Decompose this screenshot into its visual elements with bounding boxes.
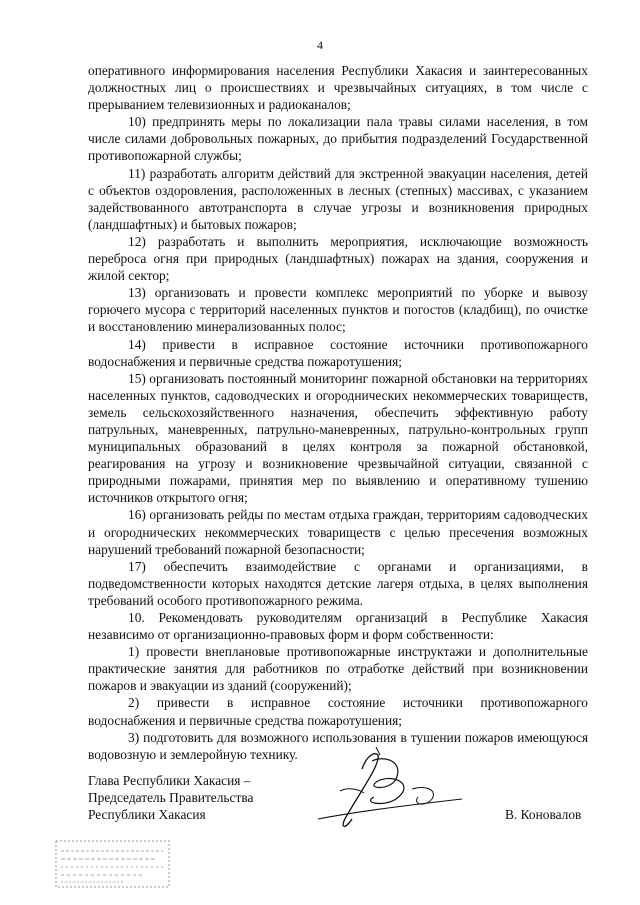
paragraph-item-15: 15) организовать постоянный мониторинг пожарной обстановки на территориях населенных пунктов, садоводческих и огороднических некоммерческих товариществ, земель сельскохозяйственного назначения, обеспечить эффективную работу патрульных, маневренных, патрульно-маневренных, патрульно-контрольных групп муниципальных образований в целях контроля за пожарной обстановкой, реагирования на угрозу и возникновение чрезвычайной ситуации, связанной с природными пожарами, принятия мер по выявлению и оперативному тушению источников открытого огня; [88,370,588,506]
handwritten-signature [300,745,470,835]
paragraph-item-10: 10) предпринять меры по локализации пала травы силами населения, в том числе силами добровольных пожарных, до прибытия подразделений Государственной противопожарной службы; [88,114,588,164]
page-number: 4 [317,38,323,52]
registration-stamp [55,840,170,888]
section-10-item-1: 1) провести внеплановые противопожарные инструктажи и дополнительные практические занятия для работников по отработке действий при возникновении пожаров и эвакуации из зданий (сооружений); [88,644,588,694]
paragraph-item-13: 13) организовать и провести комплекс мероприятий по уборке и вывозу горючего мусора с территорий населенных пунктов и погостов (кладбищ), по очистке и восстановлению минерализованных полос; [88,285,588,335]
paragraph-item-17: 17) обеспечить взаимодействие с органами и организациями, в подведомственности которых находятся детские лагеря отдыха, в целях выполнения требований особого противопожарного режима. [88,558,588,608]
signer-name: В. Коновалов [505,807,582,822]
section-10-item-2: 2) привести в исправное состояние источники противопожарного водоснабжения и первичные средства пожаротушения; [88,695,588,728]
section-10-item-3: 3) подготовить для возможного использования в тушении пожаров имеющуюся водовозную и землеройную технику. [88,729,588,762]
document-body [88,62,588,763]
signer-title [88,772,253,823]
paragraph-item-12: 12) разработать и выполнить мероприятия, исключающие возможность переброса огня при природных (ландшафтных) пожарах на здания, сооружения и жилой сектор; [88,233,588,284]
paragraph-item-11: 11) разработать алгоритм действий для экстренной эвакуации населения, детей с объектов оздоровления, расположенных в лесных (степных) массивах, с указанием задействованного автотранспорта в случае угрозы и возникновения природных (ландшафтных) и бытовых пожаров; [88,165,588,232]
paragraph-item-14: 14) привести в исправное состояние источники противопожарного водоснабжения и первичные средства пожаротушения; [88,336,588,369]
paragraph-continuation: оперативного информирования населения Республики Хакасия и заинтересованных должностных лиц о происшествиях и чрезвычайных ситуациях, в том числе с прерыванием телевизионных и радиоканалов; [88,63,588,113]
section-10-heading: 10. Рекомендовать руководителям организаций в Республике Хакасия независимо от организационно-правовых форм и форм собственности: [88,610,588,643]
signer-title-line-1: Глава Республики Хакасия – [88,773,251,788]
signer-title-line-2: Председатель Правительства [88,790,254,806]
paragraph-item-16: 16) организовать рейды по местам отдыха граждан, территориям садоводческих и огороднических некоммерческих товариществ с целью пресечения возможных нарушений требований пожарной безопасности; [88,507,588,557]
signer-title-line-3: Республики Хакасия [88,807,206,823]
